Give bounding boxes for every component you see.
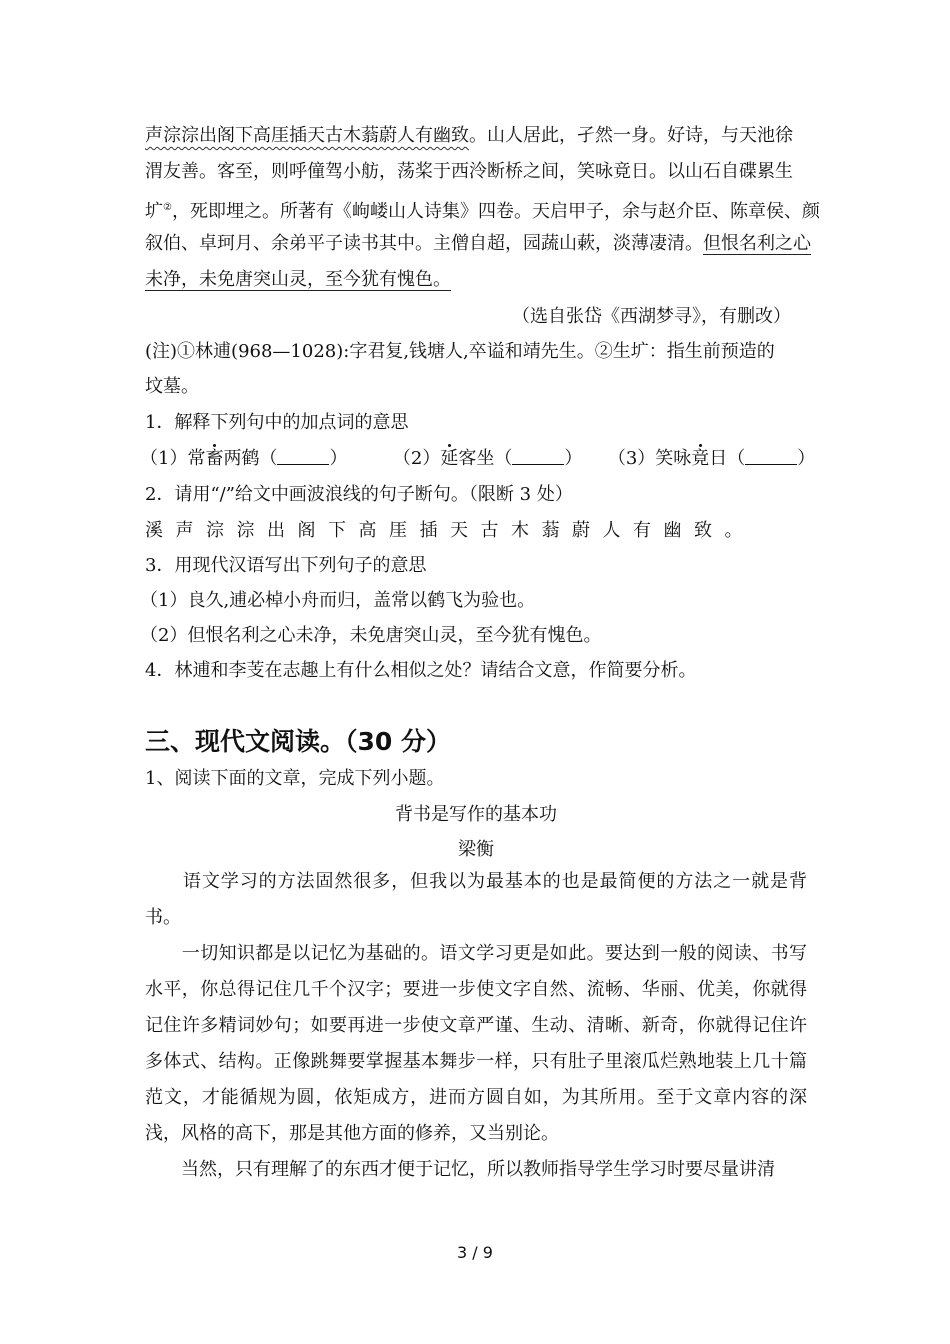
section-intro: 1、阅读下面的文章，完成下列小题。 [145,768,445,789]
question-2-sentence: 溪声淙淙出阁下高厓插天古木蓊蔚人有幽致。 [145,520,755,541]
page-number: 3 / 9 [457,1243,493,1262]
article-paragraph-1: 语文学习的方法固然很多，但我以为最基本的也是最简便的方法之一就是背书。 [145,871,807,928]
annotation-line-1: (注)①林逋(968—1028):字君复,钱塘人,卒谥和靖先生。②生圹：指生前预造的 [145,341,775,362]
dotted-word-2: 延 [440,448,459,469]
passage-line-1: 声淙淙出阁下高厓插天古木蓊蔚人有幽致。山人居此，孑然一身。好诗，与天池徐 [145,125,793,146]
article-paragraph-3: 当然，只有理解了的东西才便于记忆，所以教师指导学生学习时要尽量讲清 [145,1159,775,1180]
wavy-underlined-sentence: 声淙淙出阁下高厓插天古木蓊蔚人有幽致 [145,125,469,146]
article-title: 背书是写作的基本功 [395,804,557,825]
question-1: 1．解释下列句中的加点词的意思 [145,412,409,433]
passage-line-2: 渭友善。客至，则呼僮驾小舫，荡桨于西泠断桥之间，笑咏竟日。以山石自碟累生 [145,161,793,182]
annotation-line-2: 坟墓。 [145,376,199,397]
dotted-word-1: 畜 [205,448,224,469]
answer-blank-2[interactable] [512,450,564,465]
passage-line-3: 圹②，死即埋之。所著有《岣嵝山人诗集》四卷。天启甲子，余与赵介臣、陈章侯、颜 [145,201,820,222]
passage-source: （选自张岱《西湖梦寻》，有删改） [512,306,791,327]
question-1-items: （1）常畜两鹤（ ） （2）延客坐（ ） （3）笑咏竟日（ ） [140,448,816,469]
passage-line-4: 叙伯、卓珂月、余弟平子读书其中。主僧自超，园蔬山蔌，淡薄凄清。但恨名利之心 [145,233,811,254]
question-3-item-2: （2）但恨名利之心未净，未免唐突山灵，至今犹有愧色。 [140,625,602,646]
question-2: 2．请用“/”给文中画波浪线的句子断句。（限断 3 处） [145,484,573,505]
footnote-marker: ② [163,202,172,213]
answer-blank-3[interactable] [745,450,797,465]
underlined-sentence-part1: 但恨名利之心 [703,233,811,254]
passage-line-5 [145,268,451,292]
question-3: 3．用现代汉语写出下列句子的意思 [145,555,427,576]
answer-blank-1[interactable] [277,450,329,465]
dotted-word-3: 竟 [691,448,710,469]
article-author: 梁衡 [458,839,494,860]
question-4: 4．林逋和李芰在志趣上有什么相似之处？请结合文意，作简要分析。 [145,660,697,681]
question-3-item-1: （1）良久,逋必棹小舟而归，盖常以鹤飞为验也。 [140,590,536,611]
section-heading: 三、现代文阅读。（30 分） [145,727,451,756]
article-paragraph-2: 一切知识都是以记忆为基础的。语文学习更是如此。要达到一般的阅读、书写水平，你总得记住几千个汉字；要进一步使文字自然、流畅、华丽、优美，你就得记住许多精词妙句；如要再进一步使文章严谨、生动、清晰、新奇，你就得记住许多体式、结构。正像跳舞要掌握基本舞步一样，只有肚子里滚瓜烂熟地装上几十篇范文，才能循规为圆，依矩成方，进而方圆自如，为其所用。至于文章内容的深浅，风格的高下，那是其他方面的修养，又当别论。 [145,943,807,1144]
underlined-sentence-part2: 未净，未免唐突山灵，至今犹有愧色。 [145,269,451,290]
